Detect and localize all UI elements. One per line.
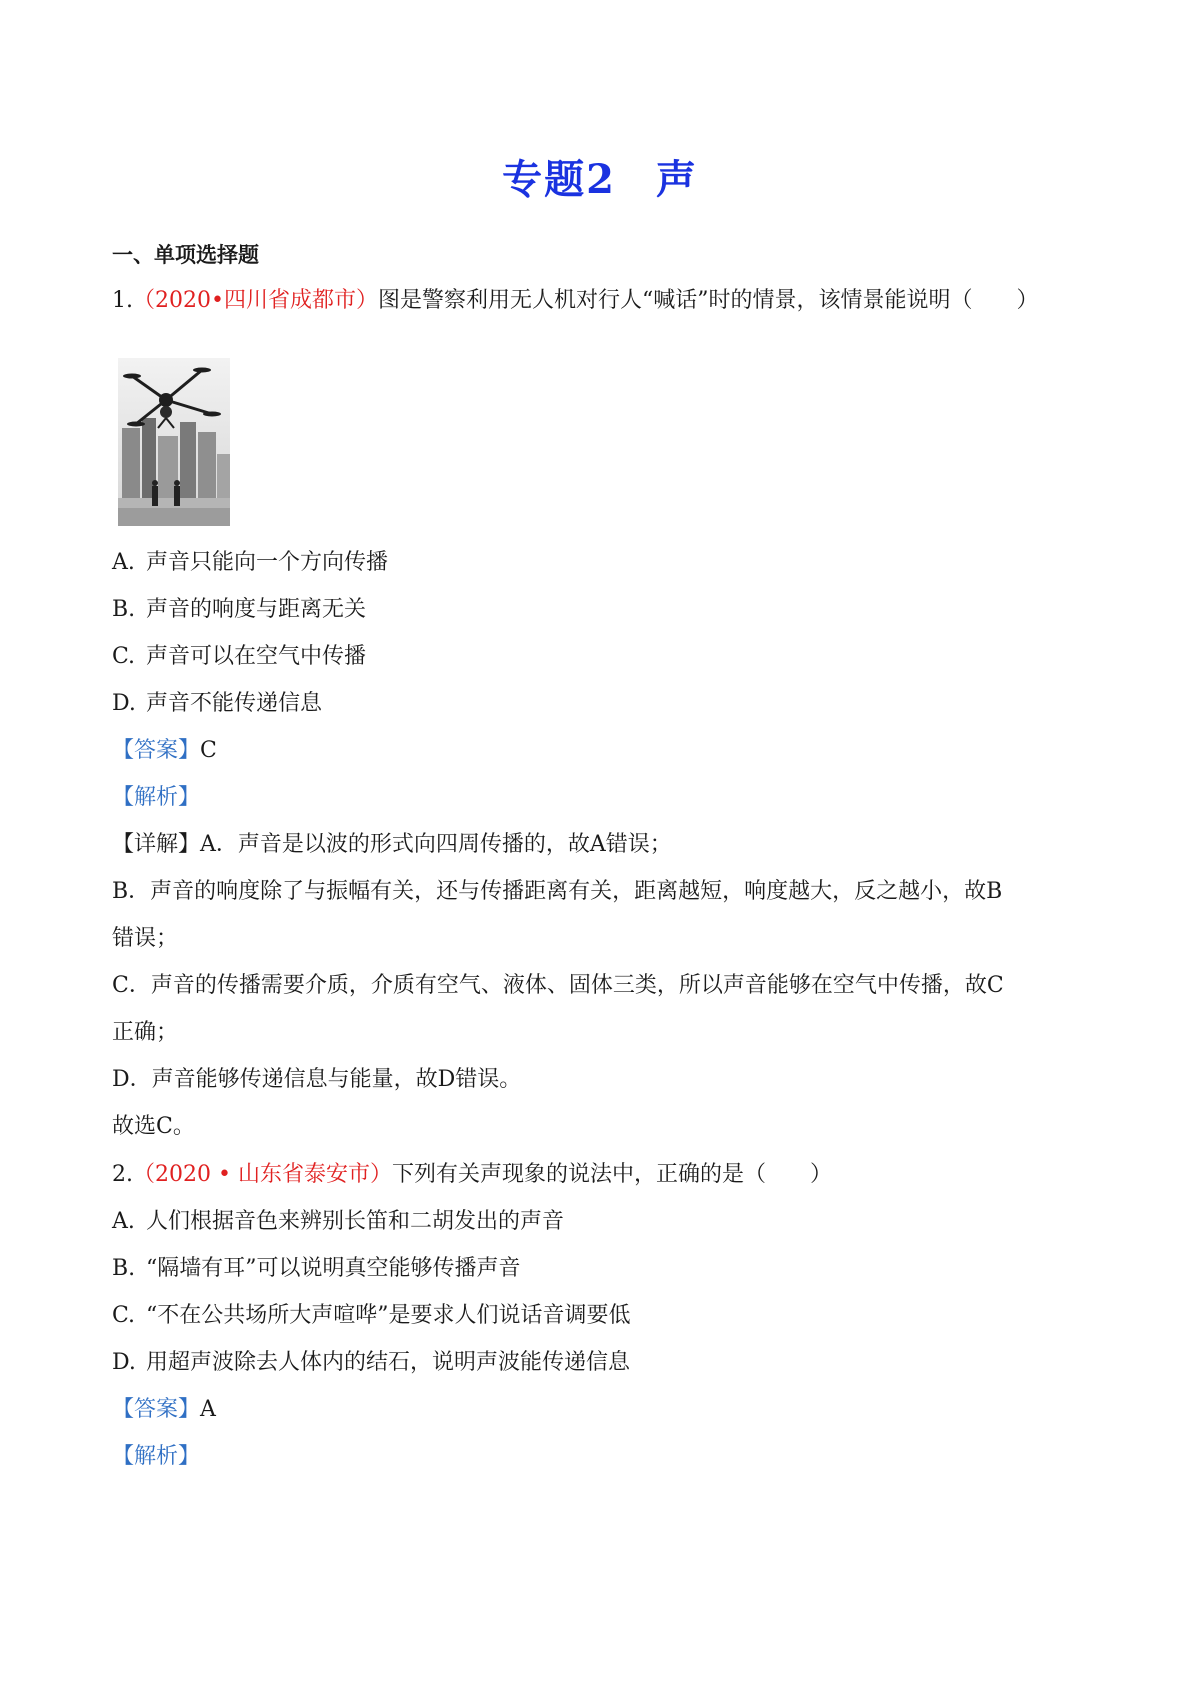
q1-analysis-tag: 【解析】 <box>112 785 201 810</box>
option-text: 声音可以在空气中传播 <box>146 644 367 669</box>
option-text: “隔墙有耳”可以说明真空能够传播声音 <box>146 1256 521 1281</box>
option-letter: B. <box>112 1256 136 1281</box>
q1-option-d <box>112 689 322 719</box>
drone-police-photo <box>118 358 230 526</box>
q2-option-d <box>112 1348 630 1378</box>
question-source: （2020•四川省成都市） <box>133 288 378 313</box>
q1-detail-line: 正确； <box>112 1020 179 1045</box>
section-heading: 一、单项选择题 <box>112 243 259 267</box>
q2-answer <box>112 1395 216 1425</box>
question-1-stem <box>112 286 1038 316</box>
q2-analysis-tag: 【解析】 <box>112 1444 201 1469</box>
q1-detail-line: B．声音的响度除了与振幅有关，还与传播距离有关，距离越短，响度越大，反之越小，故B <box>112 879 1003 904</box>
option-letter: A. <box>112 1209 135 1234</box>
q2-option-c <box>112 1301 631 1331</box>
detail-text: A．声音是以波的形式向四周传播的，故A错误； <box>200 832 672 857</box>
q1-detail-line <box>112 830 672 860</box>
option-text: 声音只能向一个方向传播 <box>146 550 389 575</box>
q1-answer <box>112 736 217 766</box>
q1-detail-line: 错误； <box>112 926 179 951</box>
page-title <box>0 148 1200 205</box>
answer-value: C <box>200 738 217 763</box>
option-letter: D. <box>112 691 136 716</box>
option-letter: C. <box>112 644 136 669</box>
question-number: 1. <box>112 288 133 313</box>
option-text: 人们根据音色来辨别长笛和二胡发出的声音 <box>146 1209 565 1234</box>
option-text: 声音的响度与距离无关 <box>146 597 367 622</box>
option-text: 声音不能传递信息 <box>146 691 323 716</box>
option-letter: B. <box>112 597 136 622</box>
option-text: “不在公共场所大声喧哗”是要求人们说话音调要低 <box>146 1303 631 1328</box>
q2-option-b <box>112 1254 521 1284</box>
q1-option-a <box>112 548 388 578</box>
q1-detail-line: C．声音的传播需要介质，介质有空气、液体、固体三类，所以声音能够在空气中传播，故C <box>112 973 1004 998</box>
question-source: （2020 • 山东省泰安市） <box>133 1162 392 1187</box>
question-text: 图是警察利用无人机对行人“喊话”时的情景，该情景能说明（ ） <box>377 288 1039 313</box>
question-2-stem <box>112 1160 832 1190</box>
option-letter: A. <box>112 550 135 575</box>
question-number: 2. <box>112 1162 133 1187</box>
q1-option-c <box>112 642 366 672</box>
answer-value: A <box>200 1397 216 1422</box>
option-text: 用超声波除去人体内的结石，说明声波能传递信息 <box>146 1350 631 1375</box>
q1-detail-line: D．声音能够传递信息与能量，故D错误。 <box>112 1067 522 1092</box>
q1-detail-line: 故选C。 <box>112 1114 195 1139</box>
answer-tag: 【答案】 <box>112 1397 201 1422</box>
option-letter: D. <box>112 1350 136 1375</box>
title-topic-name: 声 <box>655 156 698 203</box>
answer-tag: 【答案】 <box>112 738 201 763</box>
question-text: 下列有关声现象的说法中，正确的是（ ） <box>391 1162 832 1187</box>
q1-option-b <box>112 595 366 625</box>
detail-tag: 【详解】 <box>112 832 201 857</box>
title-topic-number: 专题2 <box>502 156 616 203</box>
option-letter: C. <box>112 1303 136 1328</box>
q2-option-a <box>112 1207 564 1237</box>
